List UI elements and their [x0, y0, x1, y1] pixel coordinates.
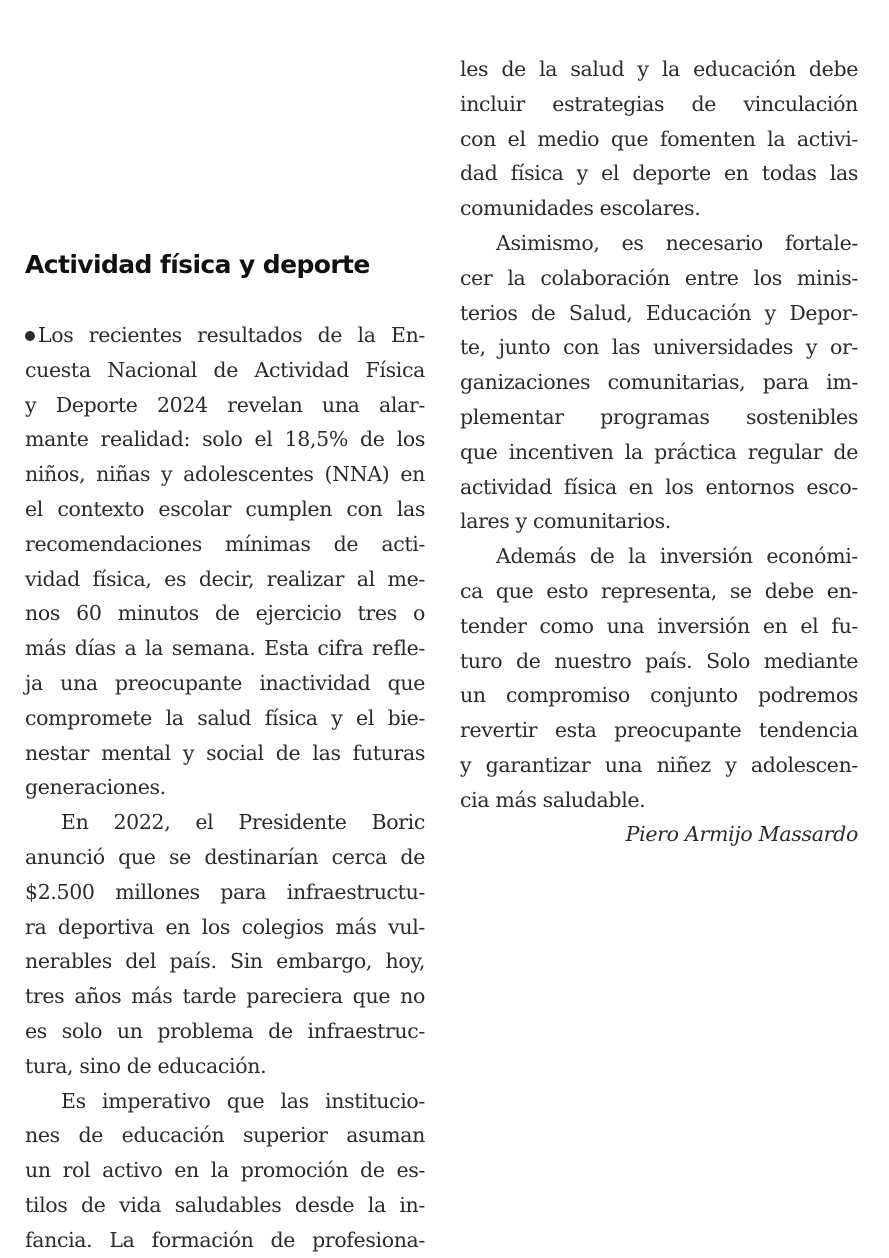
text-line: fancia. La formación de profesiona- [25, 1227, 425, 1252]
text-line: nerables del país. Sin embargo, hoy, [25, 949, 425, 974]
text-line: es solo un problema de infraestruc- [25, 1018, 425, 1043]
text-line: nos 60 minutos de ejercicio tres o [25, 601, 425, 626]
text-line: más días a la semana. Esta cifra refle- [25, 636, 425, 661]
text-line: te, junto con las universidades y or- [460, 335, 858, 360]
author-signature: Piero Armijo Massardo [625, 822, 858, 846]
text-line: un compromiso conjunto podremos [460, 683, 858, 708]
text-line: cia más saludable. [460, 787, 646, 812]
text-line: Además de la inversión económi- [496, 544, 858, 569]
text-line: con el medio que fomenten la activi- [460, 126, 858, 151]
text-line: nestar mental y social de las futuras [25, 740, 425, 765]
text-line: ja una preocupante inactividad que [25, 670, 425, 695]
text-line: vidad física, es decir, realizar al me- [25, 566, 425, 591]
text-line: revertir esta preocupante tendencia [460, 718, 858, 743]
text-line: y Deporte 2024 revelan una alar- [25, 392, 425, 417]
text-line: cuesta Nacional de Actividad Física [25, 357, 425, 382]
text-line: cer la colaboración entre los minis- [460, 265, 858, 290]
text-line: niños, niñas y adolescentes (NNA) en [25, 462, 425, 487]
text-line [25, 318, 425, 353]
text-line: Es imperativo que las institucio- [61, 1088, 425, 1113]
text-line: terios de Salud, Educación y Depor- [460, 300, 858, 325]
text-line: ra deportiva en los colegios más vul- [25, 914, 425, 939]
text-line: actividad física en los entornos esco- [460, 474, 858, 499]
text-line: generaciones. [25, 775, 166, 800]
text-line: En 2022, el Presidente Boric [61, 810, 425, 835]
text-line: ganizaciones comunitarias, para im- [460, 370, 858, 395]
text-line: nes de educación superior asuman [25, 1123, 425, 1148]
text-line: ca que esto representa, se debe en- [460, 578, 858, 603]
text-line: compromete la salud física y el bie- [25, 705, 425, 730]
text-line: el contexto escolar cumplen con las [25, 496, 425, 521]
article-heading: Actividad física y deporte [25, 250, 370, 279]
text-line: lares y comunitarios. [460, 509, 671, 534]
text-line: un rol activo en la promoción de es- [25, 1158, 425, 1183]
text-line: plementar programas sostenibles [460, 404, 858, 429]
bullet-icon [25, 331, 35, 341]
text-line: y garantizar una niñez y adolescen- [460, 752, 858, 777]
paragraph-continuation [460, 52, 858, 818]
text-line: mante realidad: solo el 18,5% de los [25, 427, 425, 452]
text-line: recomendaciones mínimas de acti- [25, 531, 425, 556]
text-line: dad física y el deporte en todas las [460, 161, 858, 186]
text-line: tura, sino de educación. [25, 1053, 267, 1078]
text-line: turo de nuestro país. Solo mediante [460, 648, 858, 673]
text-span: Los recientes resultados de la En- [38, 323, 425, 347]
text-line: tilos de vida saludables desde la in- [25, 1192, 425, 1217]
text-line: anunció que se destinarían cerca de [25, 844, 425, 869]
text-line: $2.500 millones para infraestructu- [25, 879, 425, 904]
text-line: les de la salud y la educación debe [460, 57, 858, 81]
text-line: incluir estrategias de vinculación [460, 91, 858, 116]
text-line: comunidades escolares. [460, 196, 701, 221]
text-line: tender como una inversión en el fu- [460, 613, 858, 638]
paragraph-1 [25, 318, 425, 1258]
text-line: Asimismo, es necesario fortale- [496, 230, 858, 255]
text-line: que incentiven la práctica regular de [460, 439, 858, 464]
text-line: tres años más tarde pareciera que no [25, 984, 425, 1009]
